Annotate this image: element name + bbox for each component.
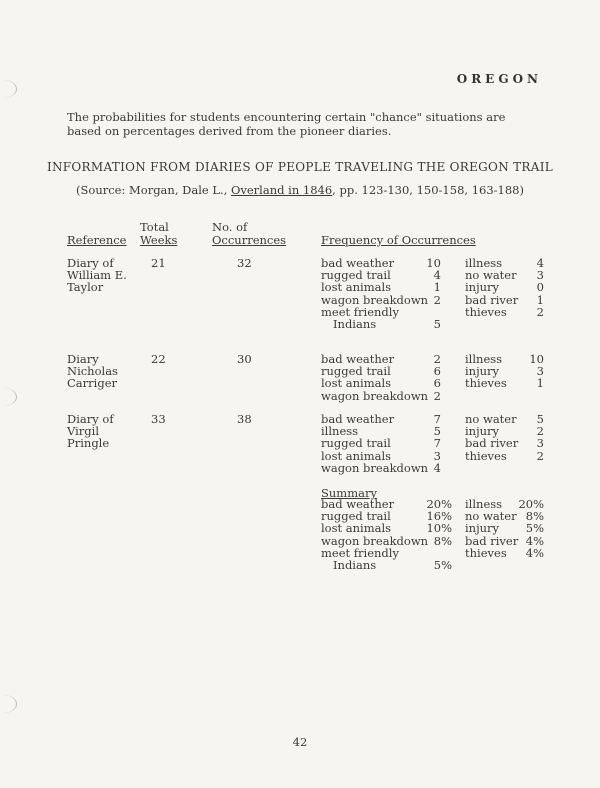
summary-label: illness [465, 497, 503, 511]
event-count: 5 [536, 412, 544, 426]
event-count: 7 [433, 412, 441, 426]
source-citation [0, 183, 600, 197]
summary-label: no water [465, 509, 517, 524]
event-count: 10 [529, 352, 544, 366]
event-label: Indians [333, 317, 377, 331]
event-label: thieves [465, 304, 507, 319]
reference-line: Carriger [67, 376, 117, 391]
summary-percent: 5% [525, 521, 544, 536]
summary-percent: 5% [433, 558, 452, 572]
event-count: 2 [433, 388, 441, 403]
event-count: 6 [433, 376, 441, 391]
event-label: rugged trail [321, 364, 391, 379]
table-title: INFORMATION FROM DIARIES OF PEOPLE TRAVELING THE OREGON TRAIL [46, 160, 554, 174]
event-label: rugged trail [321, 436, 391, 451]
event-label: thieves [465, 376, 507, 391]
event-label: illness [465, 352, 503, 366]
event-count: 5 [433, 424, 441, 439]
total-weeks: 22 [151, 352, 166, 366]
event-label: injury [465, 424, 500, 439]
col-occurrences: No. of Occurrences [212, 220, 287, 247]
binder-hole [0, 388, 17, 406]
event-count: 7 [433, 436, 441, 451]
event-count: 5 [433, 317, 441, 331]
event-label: bad river [465, 436, 519, 451]
reference-line: Pringle [67, 436, 110, 451]
event-label: bad river [465, 292, 519, 307]
summary-percent: 8% [433, 533, 452, 548]
occurrence-count: 32 [237, 256, 252, 270]
reference-line: William E. [67, 268, 127, 283]
event-label: lost animals [321, 376, 392, 391]
event-count: 1 [536, 376, 544, 391]
summary-title: Summary [321, 486, 377, 500]
event-count: 4 [536, 256, 544, 270]
occurrence-count: 38 [237, 412, 252, 426]
event-label: meet friendly [321, 304, 399, 319]
col-weeks: Total Weeks [140, 220, 178, 247]
event-label: bad weather [321, 256, 395, 270]
event-label: bad weather [321, 352, 395, 366]
binder-hole [0, 80, 17, 98]
event-count: 3 [536, 268, 544, 283]
event-label: illness [465, 256, 503, 270]
event-label: wagon breakdown [321, 292, 429, 307]
summary-label: injury [465, 521, 500, 536]
summary-percent: 4% [525, 545, 544, 560]
source-book: Overland in 1846 [230, 183, 333, 197]
col-frequency: Frequency of Occurrences [321, 233, 476, 247]
binder-hole [0, 695, 17, 713]
event-label: wagon breakdown [321, 460, 429, 475]
reference-line: Taylor [67, 280, 104, 295]
event-count: 1 [536, 292, 544, 307]
summary-percent: 8% [525, 509, 544, 524]
event-count: 2 [536, 424, 544, 439]
event-count: 2 [433, 292, 441, 307]
event-label: lost animals [321, 448, 392, 463]
summary-label: rugged trail [321, 509, 391, 524]
summary-label: lost animals [321, 521, 392, 536]
reference-line: Diary [67, 352, 99, 366]
event-label: no water [465, 268, 517, 283]
summary-label: bad weather [321, 497, 395, 511]
summary-percent: 20% [518, 497, 544, 511]
reference-line: Virgil [67, 424, 99, 439]
summary-label: meet friendly [321, 545, 399, 560]
event-label: rugged trail [321, 268, 391, 283]
col-reference: Reference [67, 233, 127, 247]
total-weeks: 33 [151, 412, 166, 426]
event-count: 1 [433, 280, 441, 295]
summary-percent: 16% [426, 509, 452, 524]
event-label: illness [321, 424, 359, 439]
intro-paragraph: The probabilities for students encountering certain "chance" situations are based on percentages derived from the pioneer diaries. [67, 110, 506, 138]
event-count: 0 [536, 280, 544, 295]
event-count: 4 [433, 268, 441, 283]
total-weeks: 21 [151, 256, 166, 270]
source-suffix: , pp. 123-130, 150-158, 163-188) [332, 183, 524, 197]
event-label: bad weather [321, 412, 395, 426]
summary-label: wagon breakdown [321, 533, 429, 548]
event-count: 3 [433, 448, 441, 463]
page-number: 42 [292, 735, 308, 749]
summary-label: Indians [333, 558, 377, 572]
event-count: 6 [433, 364, 441, 379]
event-label: wagon breakdown [321, 388, 429, 403]
event-count: 2 [536, 448, 544, 463]
reference-line: Nicholas [67, 364, 118, 379]
summary-percent: 4% [525, 533, 544, 548]
event-count: 2 [433, 352, 441, 366]
occurrence-count: 30 [237, 352, 252, 366]
page-header: OREGON [456, 72, 542, 86]
summary-percent: 10% [426, 521, 452, 536]
event-label: lost animals [321, 280, 392, 295]
reference-line: Diary of [67, 256, 114, 270]
event-count: 4 [433, 460, 441, 475]
event-label: injury [465, 364, 500, 379]
summary-label: bad river [465, 533, 519, 548]
summary-percent: 20% [426, 497, 452, 511]
event-count: 3 [536, 436, 544, 451]
event-label: no water [465, 412, 517, 426]
event-label: injury [465, 280, 500, 295]
event-label: thieves [465, 448, 507, 463]
event-count: 3 [536, 364, 544, 379]
reference-line: Diary of [67, 412, 114, 426]
event-count: 10 [426, 256, 441, 270]
summary-label: thieves [465, 545, 507, 560]
source-prefix: (Source: Morgan, Dale L., [76, 183, 231, 197]
event-count: 2 [536, 304, 544, 319]
